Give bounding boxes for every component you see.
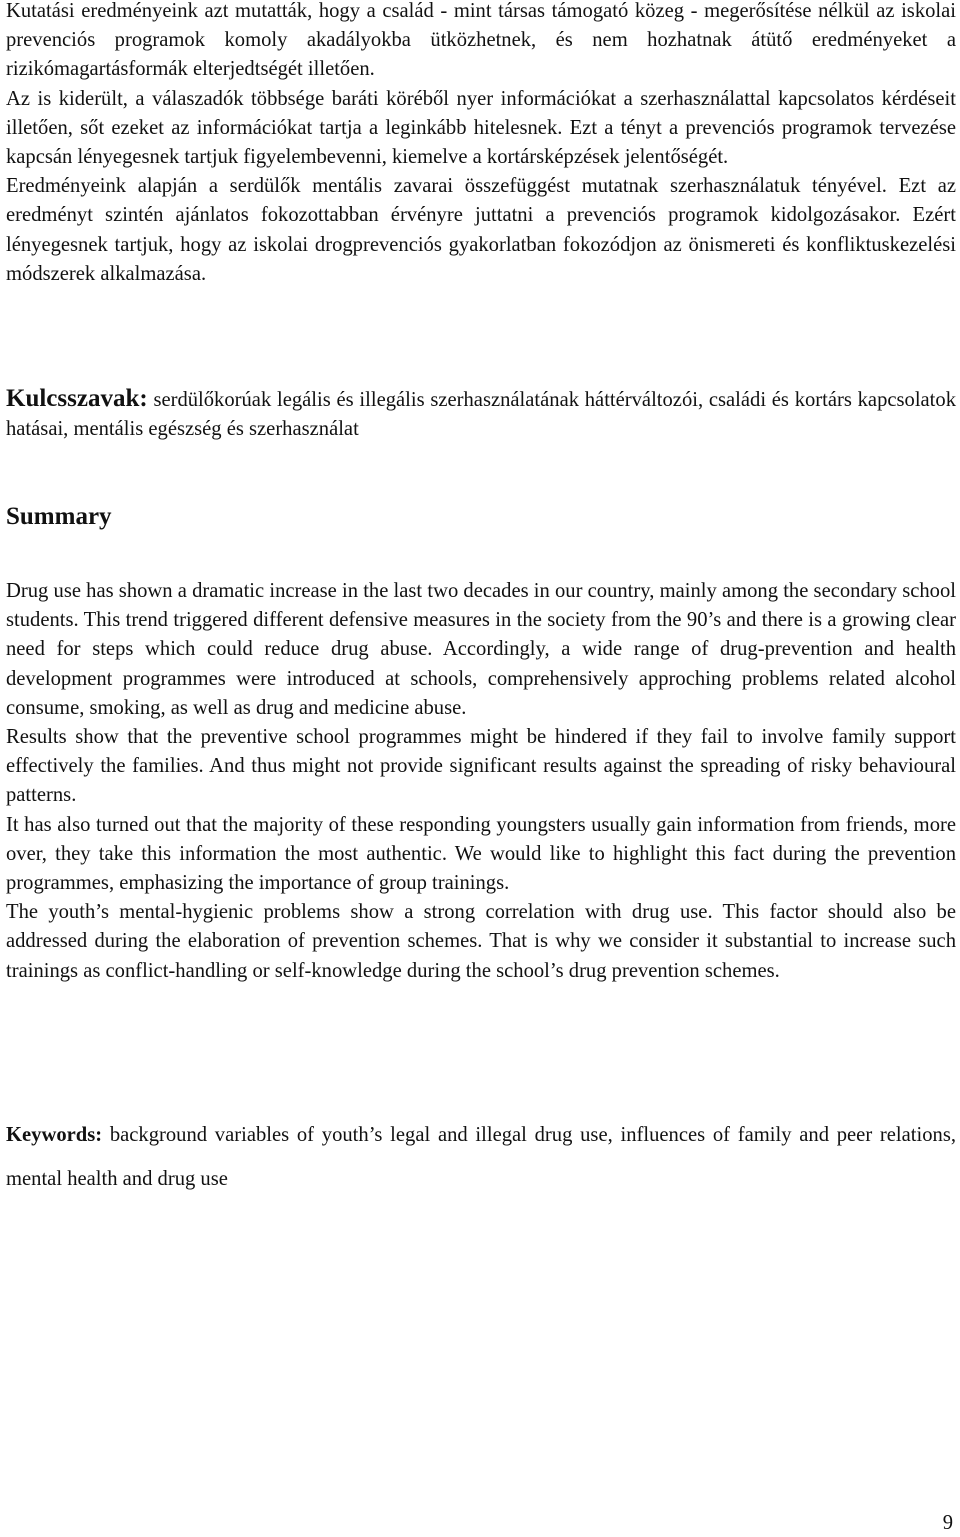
summary-paragraph-4: The youth’s mental-hygienic problems show a strong correlation with drug use. This factor should also be addressed during the elaboration of prevention schemes. That is why we consider it substantial to increase such trainings as conflict-handling or self-knowledge during the school’s drug prevention schemes.: [6, 901, 956, 982]
summary-body: [6, 577, 956, 986]
hu-paragraph-1: Kutatási eredményeink azt mutatták, hogy a család - mint társas támogató közeg - megerősítése nélkül az iskolai prevenciós programok komoly akadályokba ütközhetnek, és nem hozhatnak átütő eredményeket a rizikómagartásformák elterjedtségét illetően.: [6, 0, 956, 81]
keywords-hu-text: serdülőkorúak legális és illegális szerhasználatának háttérváltozói, családi és kortárs kapcsolatok hatásai, mentális egészség és szerhasználat: [6, 389, 956, 441]
keywords-english: [6, 1113, 956, 1201]
summary-paragraph-3: It has also turned out that the majority of these responding youngsters usually gain information from friends, more over, they take this information the most authentic. We would like to highlight this fact during the prevention programmes, emphasizing the importance of group trainings.: [6, 813, 956, 895]
keywords-hungarian: [6, 384, 956, 444]
hu-paragraph-3: Eredményeink alapján a serdülők mentális zavarai összefüggést mutatnak szerhasználatuk tényével. Ezt az eredményt szintén ajánlatos fokozottabban érvényre juttatni a prevenciós programok kidolgozásakor. Ezért lényegesnek tartjuk, hogy az iskolai drogprevenciós gyakorlatban fokozódjon az önismereti és konfliktuskezelési módszerek alkalmazása.: [6, 175, 956, 285]
keywords-en-label: Keywords:: [6, 1124, 103, 1146]
page-number: 9: [942, 1512, 953, 1534]
summary-paragraph-1: Drug use has shown a dramatic increase in the last two decades in our country, mainly among the secondary school students. This trend triggered different defensive measures in the society from the 90’s and there is a growing clear need for steps which could reduce drug abuse. Accordingly, a wide range of drug-prevention and health development programmes were introduced at schools, comprehensively approching problems related alcohol consume, smoking, as well as drug and medicine abuse.: [6, 580, 956, 719]
summary-heading: Summary: [6, 503, 112, 530]
keywords-en-text: background variables of youth’s legal and illegal drug use, influences of family and peer relations, mental health and drug use: [6, 1124, 956, 1190]
keywords-hu-label: Kulcsszavak:: [6, 385, 148, 412]
hungarian-abstract: [6, 0, 956, 289]
summary-paragraph-2: Results show that the preventive school programmes might be hindered if they fail to involve family support effectively the families. And thus might not provide significant results against the spreading of risky behavioural patterns.: [6, 726, 956, 807]
hu-paragraph-2: Az is kiderült, a válaszadók többsége baráti köréből nyer információkat a szerhasználattal kapcsolatos kérdéseit illetően, sőt ezeket az információkat tartja a leginkább hitelesnek. Ezt a tényt a prevenciós programok tervezése kapcsán lényegesnek tartjuk figyelembevenni, kiemelve a kortársképzések jelentőségét.: [6, 87, 956, 169]
